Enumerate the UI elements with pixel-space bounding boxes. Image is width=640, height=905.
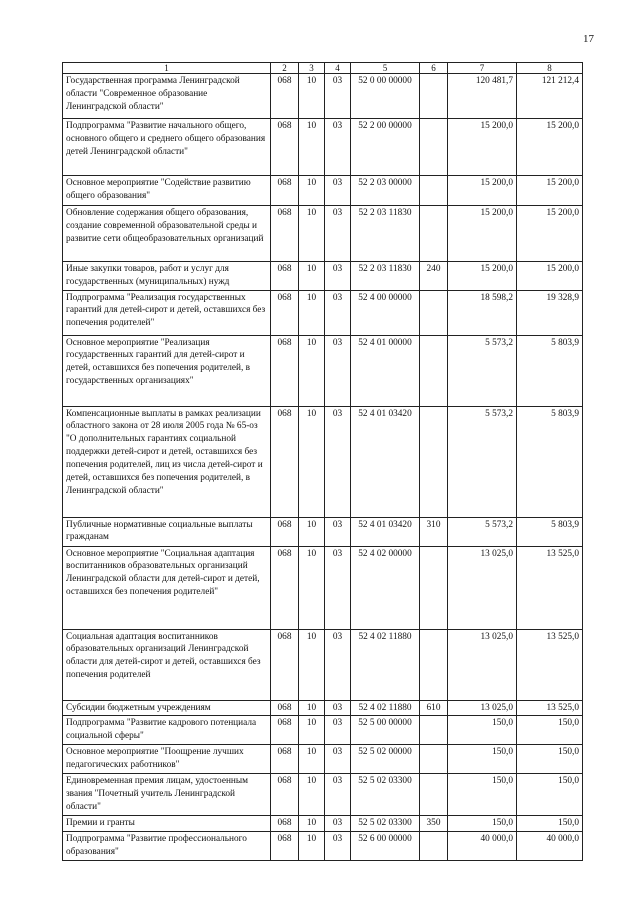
column-header: 4: [325, 63, 351, 74]
subsection-code: 03: [325, 816, 351, 832]
section-code: 10: [299, 745, 325, 774]
item-name: Государственная программа Ленинградской области "Современное образование Ленинградской области": [63, 74, 271, 119]
section-code: 10: [299, 832, 325, 861]
amount-year-1: 15 200,0: [448, 119, 517, 176]
amount-year-2: 5 803,9: [517, 335, 583, 406]
page-number: 17: [583, 33, 594, 45]
item-name: Подпрограмма "Развитие профессионального образования": [63, 832, 271, 861]
table-row: [63, 119, 583, 176]
expense-type-code: [420, 629, 448, 700]
amount-year-1: 5 573,2: [448, 335, 517, 406]
expense-type-code: [420, 716, 448, 745]
amount-year-2: 40 000,0: [517, 832, 583, 861]
subsection-code: 03: [325, 745, 351, 774]
table-row: [63, 290, 583, 335]
expense-type-code: 610: [420, 700, 448, 716]
table-row: [63, 716, 583, 745]
admin-code: 068: [271, 119, 299, 176]
section-code: 10: [299, 816, 325, 832]
admin-code: 068: [271, 406, 299, 517]
table-row: [63, 517, 583, 546]
column-header: 6: [420, 63, 448, 74]
amount-year-2: 5 803,9: [517, 517, 583, 546]
subsection-code: 03: [325, 119, 351, 176]
subsection-code: 03: [325, 716, 351, 745]
expense-type-code: 240: [420, 262, 448, 291]
admin-code: 068: [271, 176, 299, 206]
section-code: 10: [299, 206, 325, 262]
target-article-code: 52 2 00 00000: [351, 119, 420, 176]
amount-year-1: 150,0: [448, 745, 517, 774]
amount-year-2: 150,0: [517, 716, 583, 745]
expense-type-code: [420, 206, 448, 262]
table-row: [63, 546, 583, 629]
column-header: 3: [299, 63, 325, 74]
item-name: Иные закупки товаров, работ и услуг для государственных (муниципальных) нужд: [63, 262, 271, 291]
admin-code: 068: [271, 832, 299, 861]
amount-year-1: 15 200,0: [448, 176, 517, 206]
target-article-code: 52 5 02 03300: [351, 816, 420, 832]
column-header: 1: [63, 63, 271, 74]
amount-year-2: 15 200,0: [517, 176, 583, 206]
amount-year-2: 13 525,0: [517, 629, 583, 700]
subsection-code: 03: [325, 832, 351, 861]
admin-code: 068: [271, 335, 299, 406]
amount-year-1: 150,0: [448, 716, 517, 745]
amount-year-2: 150,0: [517, 745, 583, 774]
amount-year-2: 15 200,0: [517, 206, 583, 262]
section-code: 10: [299, 546, 325, 629]
budget-table: [62, 62, 583, 861]
amount-year-1: 150,0: [448, 774, 517, 816]
column-header: 7: [448, 63, 517, 74]
admin-code: 068: [271, 517, 299, 546]
amount-year-1: 120 481,7: [448, 74, 517, 119]
amount-year-2: 15 200,0: [517, 119, 583, 176]
amount-year-1: 13 025,0: [448, 546, 517, 629]
target-article-code: 52 4 02 11880: [351, 700, 420, 716]
amount-year-2: 5 803,9: [517, 406, 583, 517]
amount-year-2: 150,0: [517, 816, 583, 832]
target-article-code: 52 4 01 03420: [351, 517, 420, 546]
target-article-code: 52 5 00 00000: [351, 716, 420, 745]
target-article-code: 52 6 00 00000: [351, 832, 420, 861]
column-header: 5: [351, 63, 420, 74]
expense-type-code: [420, 74, 448, 119]
expense-type-code: [420, 745, 448, 774]
table-row: [63, 629, 583, 700]
expense-type-code: [420, 176, 448, 206]
amount-year-2: 150,0: [517, 774, 583, 816]
amount-year-1: 13 025,0: [448, 629, 517, 700]
amount-year-1: 5 573,2: [448, 406, 517, 517]
expense-type-code: 350: [420, 816, 448, 832]
expense-type-code: [420, 546, 448, 629]
expense-type-code: [420, 406, 448, 517]
target-article-code: 52 4 01 00000: [351, 335, 420, 406]
admin-code: 068: [271, 745, 299, 774]
admin-code: 068: [271, 262, 299, 291]
table-row: [63, 406, 583, 517]
subsection-code: 03: [325, 206, 351, 262]
expense-type-code: [420, 832, 448, 861]
column-header: 8: [517, 63, 583, 74]
target-article-code: 52 4 02 11880: [351, 629, 420, 700]
table-row: [63, 262, 583, 291]
target-article-code: 52 4 00 00000: [351, 290, 420, 335]
item-name: Основное мероприятие "Социальная адаптация воспитанников образовательных организаций Ленинградской области для детей-сирот и детей, оставшихся без попечения родителей": [63, 546, 271, 629]
item-name: Обновление содержания общего образования, создание современной образовательной среды и развитие сети общеобразовательных организаций: [63, 206, 271, 262]
section-code: 10: [299, 406, 325, 517]
table-row: [63, 700, 583, 716]
target-article-code: 52 2 03 11830: [351, 206, 420, 262]
subsection-code: 03: [325, 335, 351, 406]
subsection-code: 03: [325, 74, 351, 119]
amount-year-2: 19 328,9: [517, 290, 583, 335]
section-code: 10: [299, 700, 325, 716]
section-code: 10: [299, 517, 325, 546]
admin-code: 068: [271, 290, 299, 335]
subsection-code: 03: [325, 406, 351, 517]
subsection-code: 03: [325, 629, 351, 700]
amount-year-1: 5 573,2: [448, 517, 517, 546]
subsection-code: 03: [325, 176, 351, 206]
amount-year-2: 121 212,4: [517, 74, 583, 119]
amount-year-1: 40 000,0: [448, 832, 517, 861]
amount-year-1: 18 598,2: [448, 290, 517, 335]
amount-year-1: 150,0: [448, 816, 517, 832]
table-row: [63, 816, 583, 832]
column-header: 2: [271, 63, 299, 74]
expense-type-code: [420, 335, 448, 406]
target-article-code: 52 2 03 11830: [351, 262, 420, 291]
item-name: Основное мероприятие "Поощрение лучших педагогических работников": [63, 745, 271, 774]
amount-year-2: 15 200,0: [517, 262, 583, 291]
target-article-code: 52 2 03 00000: [351, 176, 420, 206]
section-code: 10: [299, 176, 325, 206]
amount-year-2: 13 525,0: [517, 700, 583, 716]
section-code: 10: [299, 774, 325, 816]
target-article-code: 52 4 01 03420: [351, 406, 420, 517]
table-row: [63, 206, 583, 262]
target-article-code: 52 5 02 03300: [351, 774, 420, 816]
amount-year-2: 13 525,0: [517, 546, 583, 629]
section-code: 10: [299, 290, 325, 335]
section-code: 10: [299, 119, 325, 176]
item-name: Основное мероприятие "Содействие развитию общего образования": [63, 176, 271, 206]
section-code: 10: [299, 262, 325, 291]
expense-type-code: [420, 119, 448, 176]
header-row: [63, 63, 583, 74]
admin-code: 068: [271, 774, 299, 816]
admin-code: 068: [271, 816, 299, 832]
expense-type-code: [420, 774, 448, 816]
expense-type-code: 310: [420, 517, 448, 546]
item-name: Премии и гранты: [63, 816, 271, 832]
table-row: [63, 745, 583, 774]
item-name: Подпрограмма "Развитие кадрового потенциала социальной сферы": [63, 716, 271, 745]
table-row: [63, 774, 583, 816]
amount-year-1: 15 200,0: [448, 206, 517, 262]
table-row: [63, 832, 583, 861]
admin-code: 068: [271, 716, 299, 745]
item-name: Субсидии бюджетным учреждениям: [63, 700, 271, 716]
subsection-code: 03: [325, 774, 351, 816]
table-row: [63, 74, 583, 119]
admin-code: 068: [271, 206, 299, 262]
section-code: 10: [299, 629, 325, 700]
item-name: Подпрограмма "Реализация государственных гарантий для детей-сирот и детей, оставшихся без попечения родителей": [63, 290, 271, 335]
subsection-code: 03: [325, 546, 351, 629]
admin-code: 068: [271, 74, 299, 119]
target-article-code: 52 5 02 00000: [351, 745, 420, 774]
table-row: [63, 176, 583, 206]
subsection-code: 03: [325, 262, 351, 291]
section-code: 10: [299, 716, 325, 745]
item-name: Подпрограмма "Развитие начального общего, основного общего и среднего общего образования детей Ленинградской области": [63, 119, 271, 176]
expense-type-code: [420, 290, 448, 335]
subsection-code: 03: [325, 700, 351, 716]
item-name: Социальная адаптация воспитанников образовательных организаций Ленинградской области для детей-сирот и детей, оставшихся без попечения родителей: [63, 629, 271, 700]
section-code: 10: [299, 335, 325, 406]
target-article-code: 52 0 00 00000: [351, 74, 420, 119]
subsection-code: 03: [325, 290, 351, 335]
section-code: 10: [299, 74, 325, 119]
table-row: [63, 335, 583, 406]
admin-code: 068: [271, 629, 299, 700]
item-name: Единовременная премия лицам, удостоенным звания "Почетный учитель Ленинградской области": [63, 774, 271, 816]
item-name: Компенсационные выплаты в рамках реализации областного закона от 28 июля 2005 года № 65-оз "О дополнительных гарантиях социальной поддержки детей-сирот и детей, оставшихся без попечения родителей, лиц из числа детей-сирот и детей, оставшихся без попечения родителей, в Ленинградской области": [63, 406, 271, 517]
admin-code: 068: [271, 546, 299, 629]
target-article-code: 52 4 02 00000: [351, 546, 420, 629]
amount-year-1: 15 200,0: [448, 262, 517, 291]
amount-year-1: 13 025,0: [448, 700, 517, 716]
item-name: Публичные нормативные социальные выплаты гражданам: [63, 517, 271, 546]
item-name: Основное мероприятие "Реализация государственных гарантий для детей-сирот и детей, оставшихся без попечения родителей, в государственных организациях": [63, 335, 271, 406]
subsection-code: 03: [325, 517, 351, 546]
admin-code: 068: [271, 700, 299, 716]
